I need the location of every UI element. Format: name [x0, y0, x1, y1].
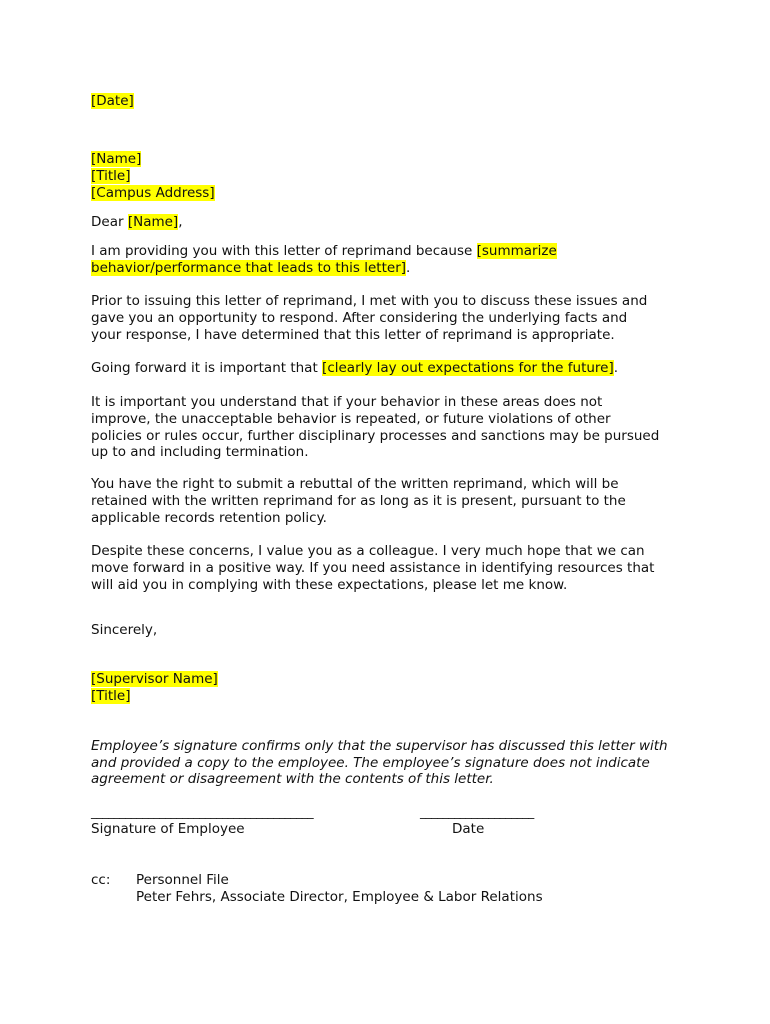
para1-text: I am providing you with this letter of reprimand because [91, 243, 477, 259]
para4-line: policies or rules occur, further disciplinary processes and sanctions may be pursued [91, 428, 660, 444]
salutation-name: [Name] [127, 214, 179, 230]
cc-item: Personnel File [136, 872, 229, 888]
recipient-address: [Campus Address] [91, 185, 215, 201]
para5-line: retained with the written reprimand for as long as it is present, pursuant to the [91, 493, 626, 509]
supervisor-name: [Supervisor Name] [91, 671, 218, 687]
disclaimer-line: agreement or disagreement with the contents of this letter. [91, 771, 494, 787]
date-label: Date [452, 821, 485, 837]
recipient-name-line [91, 151, 141, 168]
supervisor-title-line [91, 688, 130, 705]
para2-line: Prior to issuing this letter of reprimand, I met with you to discuss these issues and [91, 293, 648, 309]
para6-line: Despite these concerns, I value you as a colleague. I very much hope that we can [91, 543, 645, 559]
salutation [91, 214, 183, 231]
signature-label: Signature of Employee [91, 821, 245, 837]
para1-highlight-start: [summarize [476, 243, 557, 259]
para2-line: gave you an opportunity to respond. After considering the underlying facts and [91, 310, 628, 326]
para4-line: improve, the unacceptable behavior is repeated, or future violations of other [91, 411, 611, 427]
closing: Sincerely, [91, 622, 158, 638]
date-placeholder: [Date] [91, 93, 134, 109]
para3-line [91, 360, 618, 377]
date-line [91, 93, 134, 110]
para1-highlight-end: behavior/performance that leads to this letter] [91, 260, 407, 276]
recipient-title-line [91, 168, 130, 185]
para6-line: will aid you in complying with these expectations, please let me know. [91, 577, 568, 593]
recipient-title: [Title] [91, 168, 131, 184]
salutation-suffix: , [178, 214, 183, 230]
para1-line2 [91, 260, 410, 277]
date-signature-line: ____________________ [420, 805, 535, 819]
para6-line: move forward in a positive way. If you need assistance in identifying resources that [91, 560, 655, 576]
para3-highlight: [clearly lay out expectations for the future] [322, 360, 614, 376]
para3-text: Going forward it is important that [91, 360, 323, 376]
salutation-prefix: Dear [91, 214, 128, 230]
disclaimer-line: and provided a copy to the employee. The employee’s signature does not indicate [91, 755, 650, 771]
para3-tail: . [613, 360, 619, 376]
para5-line: applicable records retention policy. [91, 510, 327, 526]
para4-line: It is important you understand that if your behavior in these areas does not [91, 394, 603, 410]
para5-line: You have the right to submit a rebuttal of the written reprimand, which will be [91, 476, 619, 492]
para4-line: up to and including termination. [91, 444, 309, 460]
para2-line: your response, I have determined that this letter of reprimand is appropriate. [91, 327, 615, 343]
para1-tail: . [406, 260, 411, 276]
recipient-name: [Name] [91, 151, 142, 167]
para1-line1 [91, 243, 557, 260]
supervisor-name-line [91, 671, 218, 688]
signature-line: _______________________________________ [91, 805, 314, 819]
recipient-address-line [91, 185, 215, 202]
supervisor-title: [Title] [91, 688, 131, 704]
cc-item: Peter Fehrs, Associate Director, Employee & Labor Relations [136, 889, 543, 905]
disclaimer-line: Employee’s signature confirms only that the supervisor has discussed this letter with [91, 738, 668, 754]
cc-label: cc: [91, 872, 111, 888]
